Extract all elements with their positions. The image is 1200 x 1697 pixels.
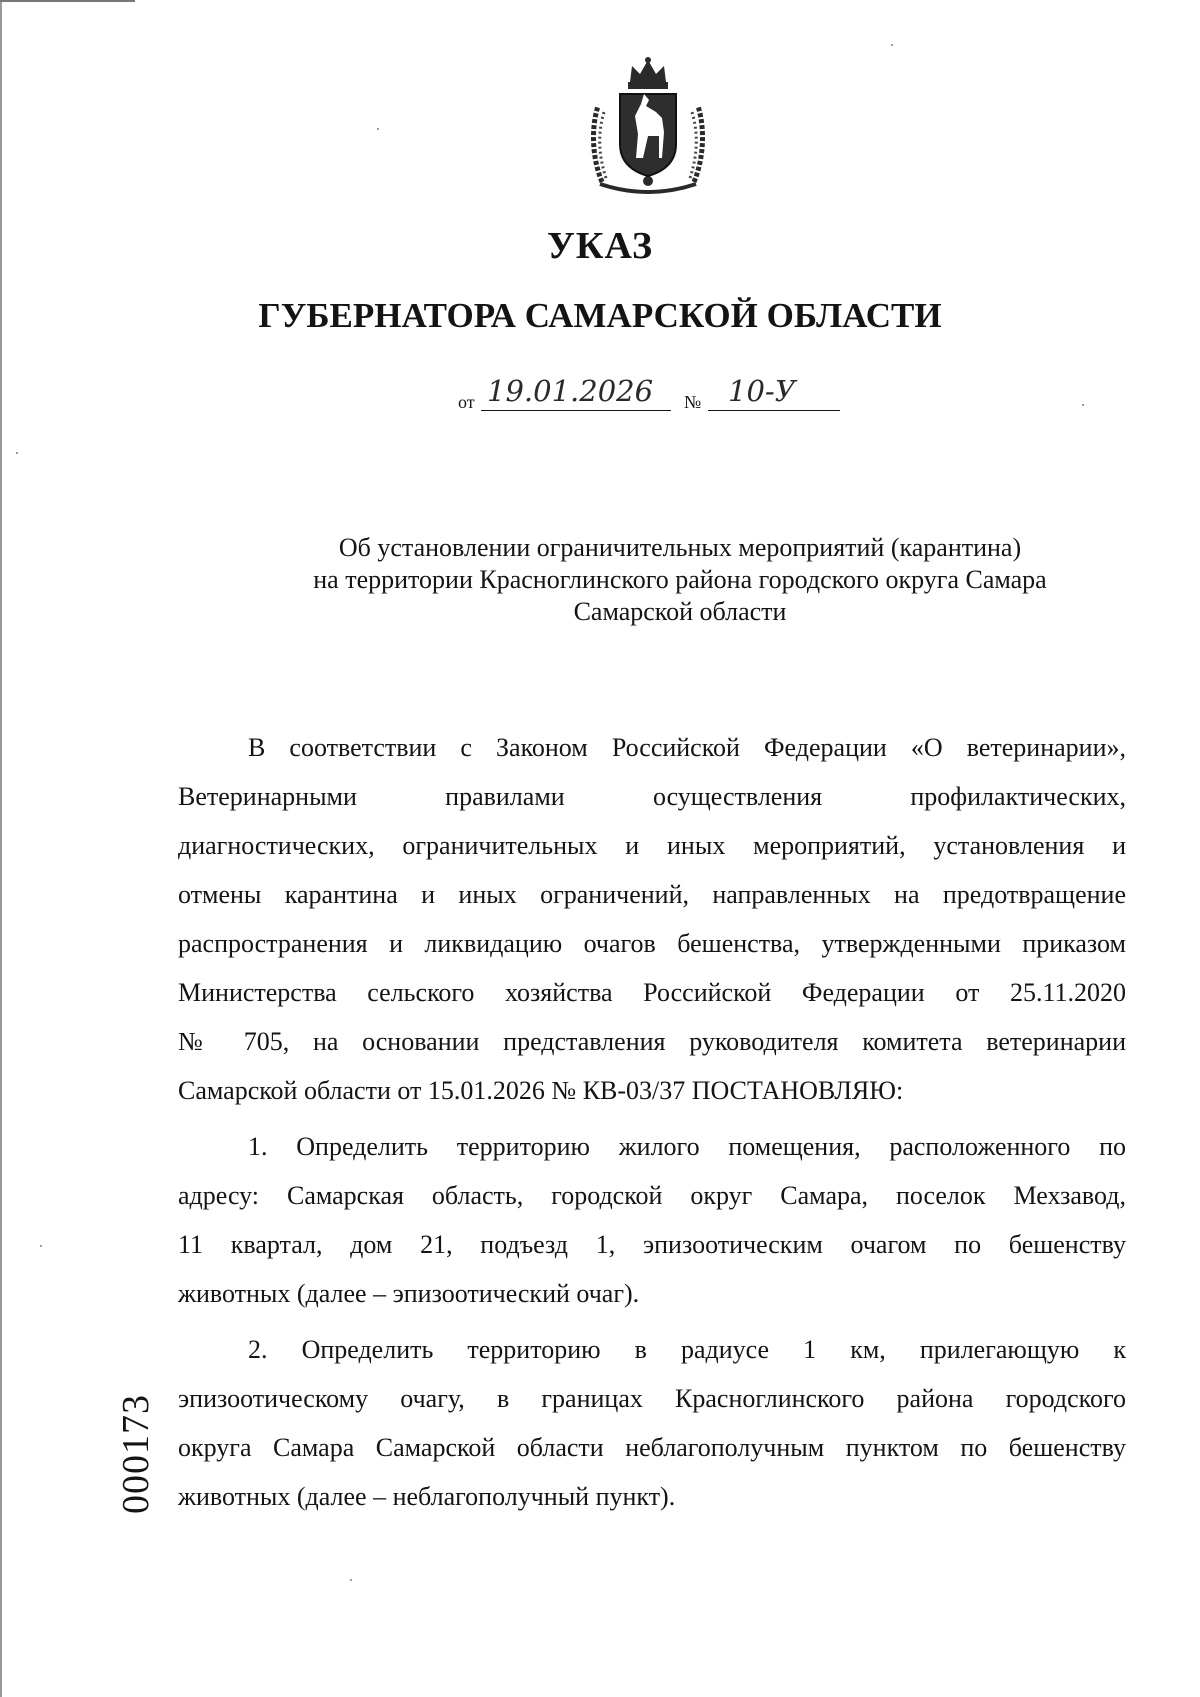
text-line: адресу: Самарская область, городской округ Самара, поселок Мехзавод,	[178, 1181, 1126, 1210]
text-line: эпизоотическому очагу, в границах Красноглинского района городского	[178, 1384, 1126, 1413]
text-line: 1. Определить территорию жилого помещения, расположенного по	[248, 1132, 1126, 1161]
text-line: 11 квартал, дом 21, подъезд 1, эпизоотическим очагом по бешенству	[178, 1230, 1126, 1259]
scan-speck	[891, 44, 893, 46]
decree-date-handwritten: 19.01.2026	[481, 371, 671, 411]
decree-title: УКАЗ	[547, 225, 653, 267]
subject-line: Самарской области	[573, 597, 787, 626]
date-number-line	[0, 371, 1200, 421]
scan-speck	[350, 1579, 352, 1581]
scan-mark	[0, 0, 135, 2]
text-line: отмены карантина и иных ограничений, направленных на предотвращение	[178, 880, 1126, 909]
text-line: Самарской области от 15.01.2026 № КВ-03/37 ПОСТАНОВЛЯЮ:	[178, 1076, 904, 1105]
decree-subject	[260, 532, 1100, 628]
text-line: 2. Определить территорию в радиусе 1 км, прилегающую к	[248, 1335, 1126, 1364]
scan-speck	[16, 452, 18, 454]
registration-number-stamp: 000173	[115, 1394, 157, 1514]
text-line: животных (далее – эпизоотический очаг).	[178, 1279, 640, 1308]
number-label: №	[684, 392, 702, 412]
text-line: № 705, на основании представления руководителя комитета ветеринарии	[178, 1027, 1126, 1056]
text-line: диагностических, ограничительных и иных мероприятий, установления и	[178, 831, 1126, 860]
date-label: от	[458, 392, 475, 412]
text-line: В соответствии с Законом Российской Федерации «О ветеринарии»,	[248, 733, 1126, 762]
clause-1	[178, 1122, 1126, 1318]
decree-body	[178, 723, 1126, 1521]
decree-issuer: ГУБЕРНАТОРА САМАРСКОЙ ОБЛАСТИ	[258, 296, 942, 335]
scan-speck	[377, 128, 379, 130]
text-line: животных (далее – неблагополучный пункт).	[178, 1482, 676, 1511]
coat-of-arms-icon	[588, 54, 708, 194]
text-line: Министерства сельского хозяйства Российской Федерации от 25.11.2020	[178, 978, 1126, 1007]
text-line: распространения и ликвидацию очагов бешенства, утвержденными приказом	[178, 929, 1126, 958]
text-line: Ветеринарными правилами осуществления профилактических,	[178, 782, 1126, 811]
scan-speck	[40, 1245, 42, 1247]
decree-number-handwritten: 10-У	[708, 371, 840, 411]
subject-line: Об установлении ограничительных мероприятий (карантина)	[338, 533, 1022, 562]
subject-line: на территории Красноглинского района городского округа Самара	[313, 565, 1047, 594]
text-line: округа Самара Самарской области неблагополучным пунктом по бешенству	[178, 1433, 1126, 1462]
preamble-paragraph	[178, 723, 1126, 1115]
clause-2	[178, 1325, 1126, 1521]
